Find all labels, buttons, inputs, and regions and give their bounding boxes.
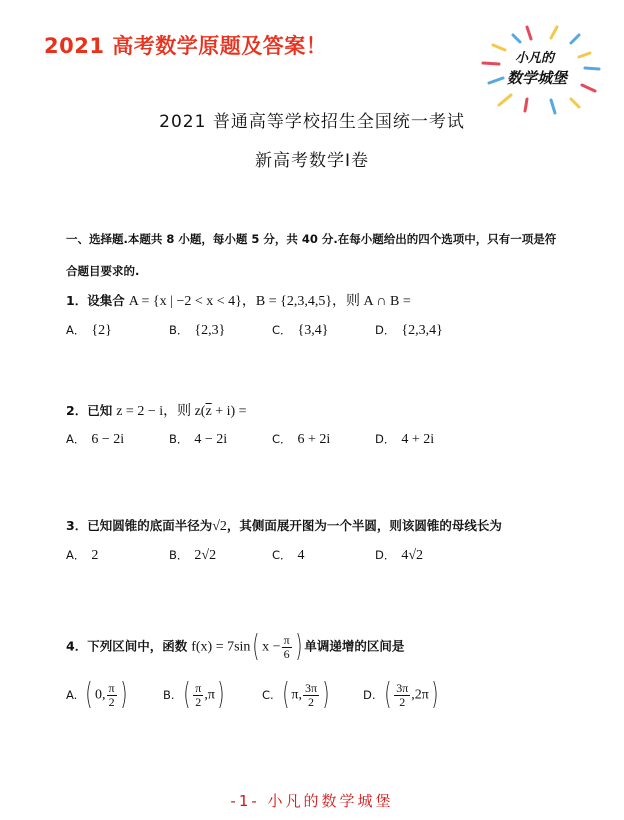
question-math-arg: x − [262, 639, 281, 655]
question-number: 4． [66, 638, 88, 654]
question-4-stem: 4．下列区间中，函数 f(x) = 7sin( x − $\frac{\pi}{6}$ ) 单调递增的区间是 [66, 629, 405, 664]
option-d: D． {2,3,4} [375, 323, 443, 338]
option-a: A． 2 [66, 548, 99, 563]
section-instructions-line1: 一、选择题.本题共 8 小题，每小题 5 分，共 40 分.在每小题给出的四个选项中，只有一项是符 [66, 232, 557, 246]
option-c: C． 4 [272, 548, 305, 563]
question-2-stem [66, 400, 247, 420]
brand-logo [475, 5, 620, 117]
question-number: 2． [66, 403, 88, 418]
question-3-stem [66, 516, 502, 535]
exam-subtitle: 新高考数学Ⅰ卷 [254, 151, 369, 171]
option-b: B. ( $\frac{\pi}{2}$ ,π) [163, 677, 225, 712]
option-a: A． {2} [66, 323, 112, 338]
logo-line2: 数学城堡 [507, 69, 568, 87]
exam-title: 2021 普通高等学校招生全国统一考试 [159, 112, 465, 132]
question-math-tail: + i) = [211, 404, 247, 419]
option-d: D. ( $\frac{3\pi}{2}$ ,2π) [363, 677, 439, 712]
option-a: A． 6 − 2i [66, 432, 125, 447]
question-text-tail: ，其侧面展开图为一个半圆，则该圆锥的母线长为 [226, 518, 502, 533]
option-d: D． 4√2 [375, 548, 424, 563]
page-banner: 2021 高考数学原题及答案！ [44, 34, 328, 58]
question-math: f(x) = 7sin [191, 639, 251, 655]
conjugate-z: $\overline{z}$ [205, 404, 212, 419]
question-number: 3． [66, 518, 88, 533]
question-text-tail: 单调递增的区间是 [304, 638, 405, 654]
page-footer: -1- 小凡的数学城堡 [230, 792, 394, 810]
question-math: z = 2 − i，则 z( [116, 404, 206, 419]
option-d: D． 4 + 2i [375, 432, 435, 447]
section-instructions-line2: 合题目要求的. [66, 264, 140, 278]
option-b: B． 2√2 [169, 548, 217, 563]
logo-line1: 小凡的 [515, 51, 555, 66]
question-1-stem [66, 290, 411, 310]
option-c: C. ( π, $\frac{3\pi}{2}$ ) [262, 677, 330, 712]
question-text: 已知圆锥的底面半径为 [87, 518, 213, 533]
question-text: 已知 [87, 403, 113, 418]
question-number: 1． [66, 293, 88, 308]
fraction: $\frac{\pi}{6}$ [283, 632, 290, 661]
option-a: A. ( 0, $\frac{\pi}{2}$ ) [66, 677, 127, 712]
question-math: A = {x | −2 < x < 4}，B = {2,3,4,5}，则 A ∩ B = [128, 294, 411, 309]
question-text: 下列区间中，函数 [87, 638, 188, 654]
option-b: B． 4 − 2i [169, 432, 228, 447]
option-b: B． {2,3} [169, 323, 226, 338]
option-c: C． {3,4} [272, 323, 329, 338]
option-c: C． 6 + 2i [272, 432, 331, 447]
question-math: √2 [212, 519, 227, 534]
question-text: 设集合 [87, 293, 125, 308]
